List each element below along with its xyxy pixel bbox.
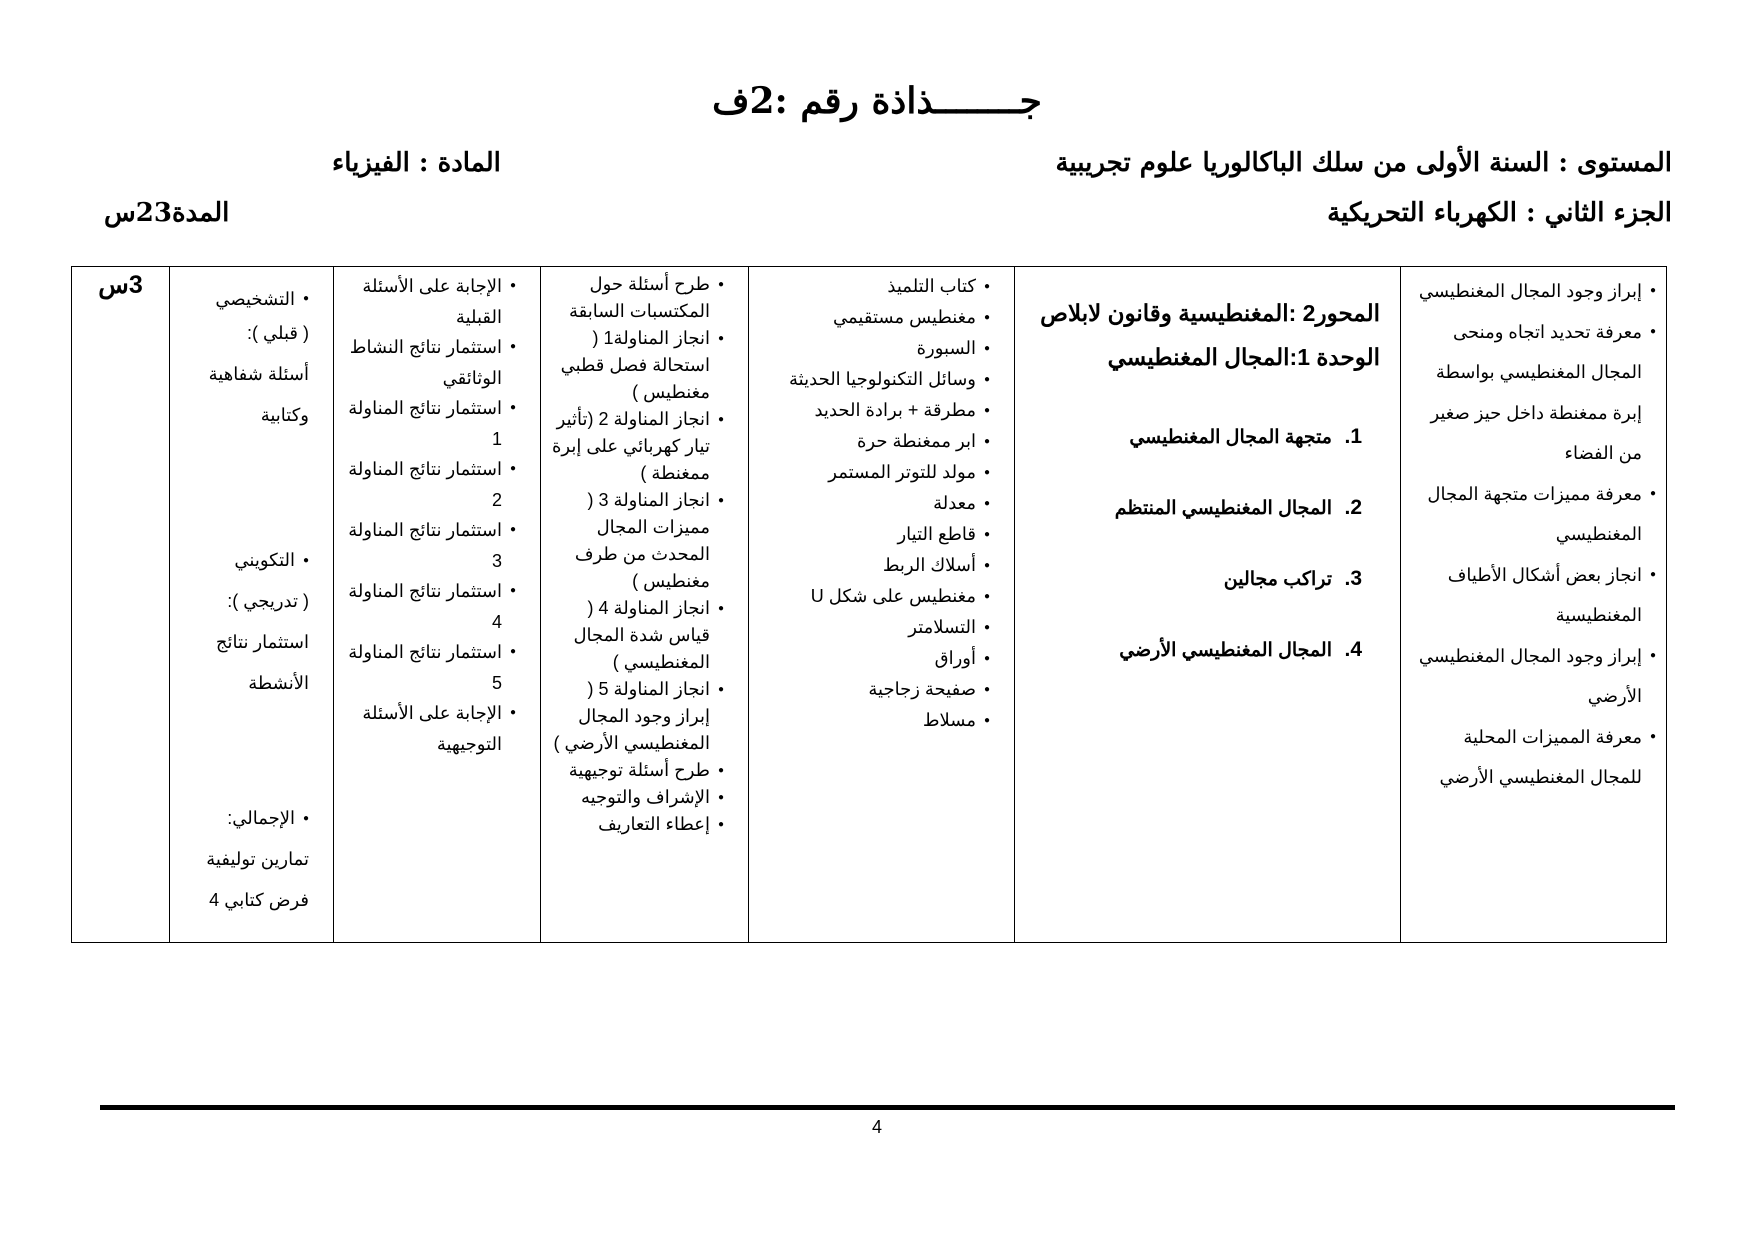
- page-title: جــــــــذاذة رقم :2ف: [712, 80, 1042, 122]
- lesson-item: [1025, 567, 1362, 592]
- objective-item: ● معرفة المميزات المحلية للمجال المغنطيسي الأرضي: [1411, 717, 1656, 798]
- teacher-activity-item: ● طرح أسئلة حول المكتسبات السابقة: [551, 271, 724, 325]
- teacher-activity-item: ● الإشراف والتوجيه: [551, 784, 724, 811]
- learner-activity-item: ● الإجابة على الأسئلة التوجيهية: [344, 698, 516, 759]
- evaluation-title: ● الإجمالي:: [180, 798, 309, 839]
- objective-item: ● إبراز وجود المجال المغنطيسي الأرضي: [1411, 636, 1656, 717]
- duration-line: المدة23س: [104, 198, 230, 228]
- content-cell: [1015, 267, 1401, 943]
- subject-line: المادة : الفيزياء: [332, 148, 501, 178]
- teacher-activity-item: ● انجاز المناولة 2 (تأثير تيار كهربائي على إبرة ممغنطة ): [551, 406, 724, 487]
- tool-item: ● مسلاط: [759, 705, 990, 736]
- lesson-number: 3.: [1344, 567, 1362, 590]
- lesson-plan-table: [71, 266, 1667, 943]
- evaluation-cell: [170, 267, 334, 943]
- lesson-item: [1025, 496, 1362, 521]
- teacher-activity-item: ● انجاز المناولة1 ( استحالة فصل قطبي مغنطيس ): [551, 325, 724, 406]
- tool-item: ● صفيحة زجاجية: [759, 674, 990, 705]
- tool-item: ● كتاب التلميذ: [759, 271, 990, 302]
- learner-activity-item: ● استثمار نتائج المناولة 4: [344, 576, 516, 637]
- teacher-activities-cell: [541, 267, 749, 943]
- evaluation-diagnostic: [180, 285, 309, 436]
- evaluation-desc: فرض كتابي 4: [209, 890, 309, 910]
- lesson-title: المجال المغنطيسي المنتظم: [1114, 498, 1332, 519]
- page-number: 4: [871, 1117, 882, 1137]
- duration-cell: 3س: [72, 267, 170, 943]
- learner-activity-item: ● استثمار نتائج المناولة 5: [344, 637, 516, 698]
- teacher-activity-item: ● إعطاء التعاريف: [551, 811, 724, 838]
- learner-activities-cell: [334, 267, 541, 943]
- tools-cell: [749, 267, 1015, 943]
- objective-item: ● معرفة تحديد اتجاه ومنحى المجال المغنطيسي بواسطة إبرة ممغنطة داخل حيز صغير من الفضاء: [1411, 312, 1656, 474]
- evaluation-desc: وكتابية: [260, 405, 309, 425]
- part-line: الجزء الثاني : الكهرباء التحريكية: [1327, 198, 1672, 228]
- lesson-item: [1025, 638, 1362, 663]
- tool-item: ● وسائل التكنولوجيا الحديثة: [759, 364, 990, 395]
- evaluation-title: ● التكويني: [180, 540, 309, 581]
- lesson-number: 1.: [1344, 425, 1362, 448]
- objective-item: ● انجاز بعض أشكال الأطياف المغنطيسية: [1411, 555, 1656, 636]
- learner-activity-item: ● استثمار نتائج المناولة 1: [344, 393, 516, 454]
- evaluation-type: ( تدريجي ):: [227, 591, 309, 611]
- evaluation-summative: [180, 798, 309, 921]
- lesson-title: تراكب مجالين: [1223, 569, 1332, 590]
- lesson-item: [1025, 425, 1362, 450]
- evaluation-desc: استثمار نتائج: [215, 632, 309, 652]
- teacher-activity-item: ● انجاز المناولة 5 ( إبراز وجود المجال المغنطيسي الأرضي ): [551, 676, 724, 757]
- evaluation-desc: أسئلة شفاهية: [208, 364, 309, 384]
- tool-item: ● مغنطيس على شكل U: [759, 581, 990, 612]
- tool-item: ● التسلامتر: [759, 612, 990, 643]
- tool-item: ● أسلاك الربط: [759, 550, 990, 581]
- learner-activity-item: ● الإجابة على الأسئلة القبلية: [344, 271, 516, 332]
- lesson-title: متجهة المجال المغنطيسي: [1129, 427, 1332, 448]
- footer-divider: [100, 1105, 1675, 1110]
- learner-activity-item: ● استثمار نتائج النشاط الوثائقي: [344, 332, 516, 393]
- teacher-activity-item: ● طرح أسئلة توجيهية: [551, 757, 724, 784]
- objective-item: ● إبراز وجود المجال المغنطيسي: [1411, 271, 1656, 312]
- tool-item: ● قاطع التيار: [759, 519, 990, 550]
- level-line: المستوى : السنة الأولى من سلك الباكالوريا علوم تجريبية: [1055, 148, 1672, 178]
- lesson-number: 4.: [1344, 638, 1362, 661]
- teacher-activity-item: ● انجاز المناولة 3 ( مميزات المجال المحدث من طرف مغنطيس ): [551, 487, 724, 595]
- axis-title: المحور2 :المغنطيسية وقانون لابلاص: [1040, 300, 1380, 326]
- lesson-number: 2.: [1344, 496, 1362, 519]
- objective-item: ● معرفة مميزات متجهة المجال المغنطيسي: [1411, 474, 1656, 555]
- tool-item: ● معدلة: [759, 488, 990, 519]
- evaluation-desc: الأنشطة: [248, 673, 309, 693]
- tool-item: ● السبورة: [759, 333, 990, 364]
- tool-item: ● أوراق: [759, 643, 990, 674]
- tool-item: ● ابر ممغنطة حرة: [759, 426, 990, 457]
- tool-item: ● مولد للتوتر المستمر: [759, 457, 990, 488]
- learner-activity-item: ● استثمار نتائج المناولة 3: [344, 515, 516, 576]
- learner-activity-item: ● استثمار نتائج المناولة 2: [344, 454, 516, 515]
- unit-title: الوحدة 1:المجال المغنطيسي: [1107, 344, 1380, 370]
- evaluation-formative: [180, 540, 309, 704]
- evaluation-title: ● التشخيصي: [180, 285, 309, 313]
- teacher-activity-item: ● انجاز المناولة 4 ( قياس شدة المجال المغنطيسي ): [551, 595, 724, 676]
- evaluation-desc: تمارين توليفية: [206, 849, 309, 869]
- tool-item: ● مغنطيس مستقيمي: [759, 302, 990, 333]
- evaluation-type: ( قبلي ):: [247, 323, 309, 343]
- tool-item: ● مطرقة + برادة الحديد: [759, 395, 990, 426]
- objectives-cell: [1401, 267, 1667, 943]
- lesson-title: المجال المغنطيسي الأرضي: [1119, 640, 1332, 661]
